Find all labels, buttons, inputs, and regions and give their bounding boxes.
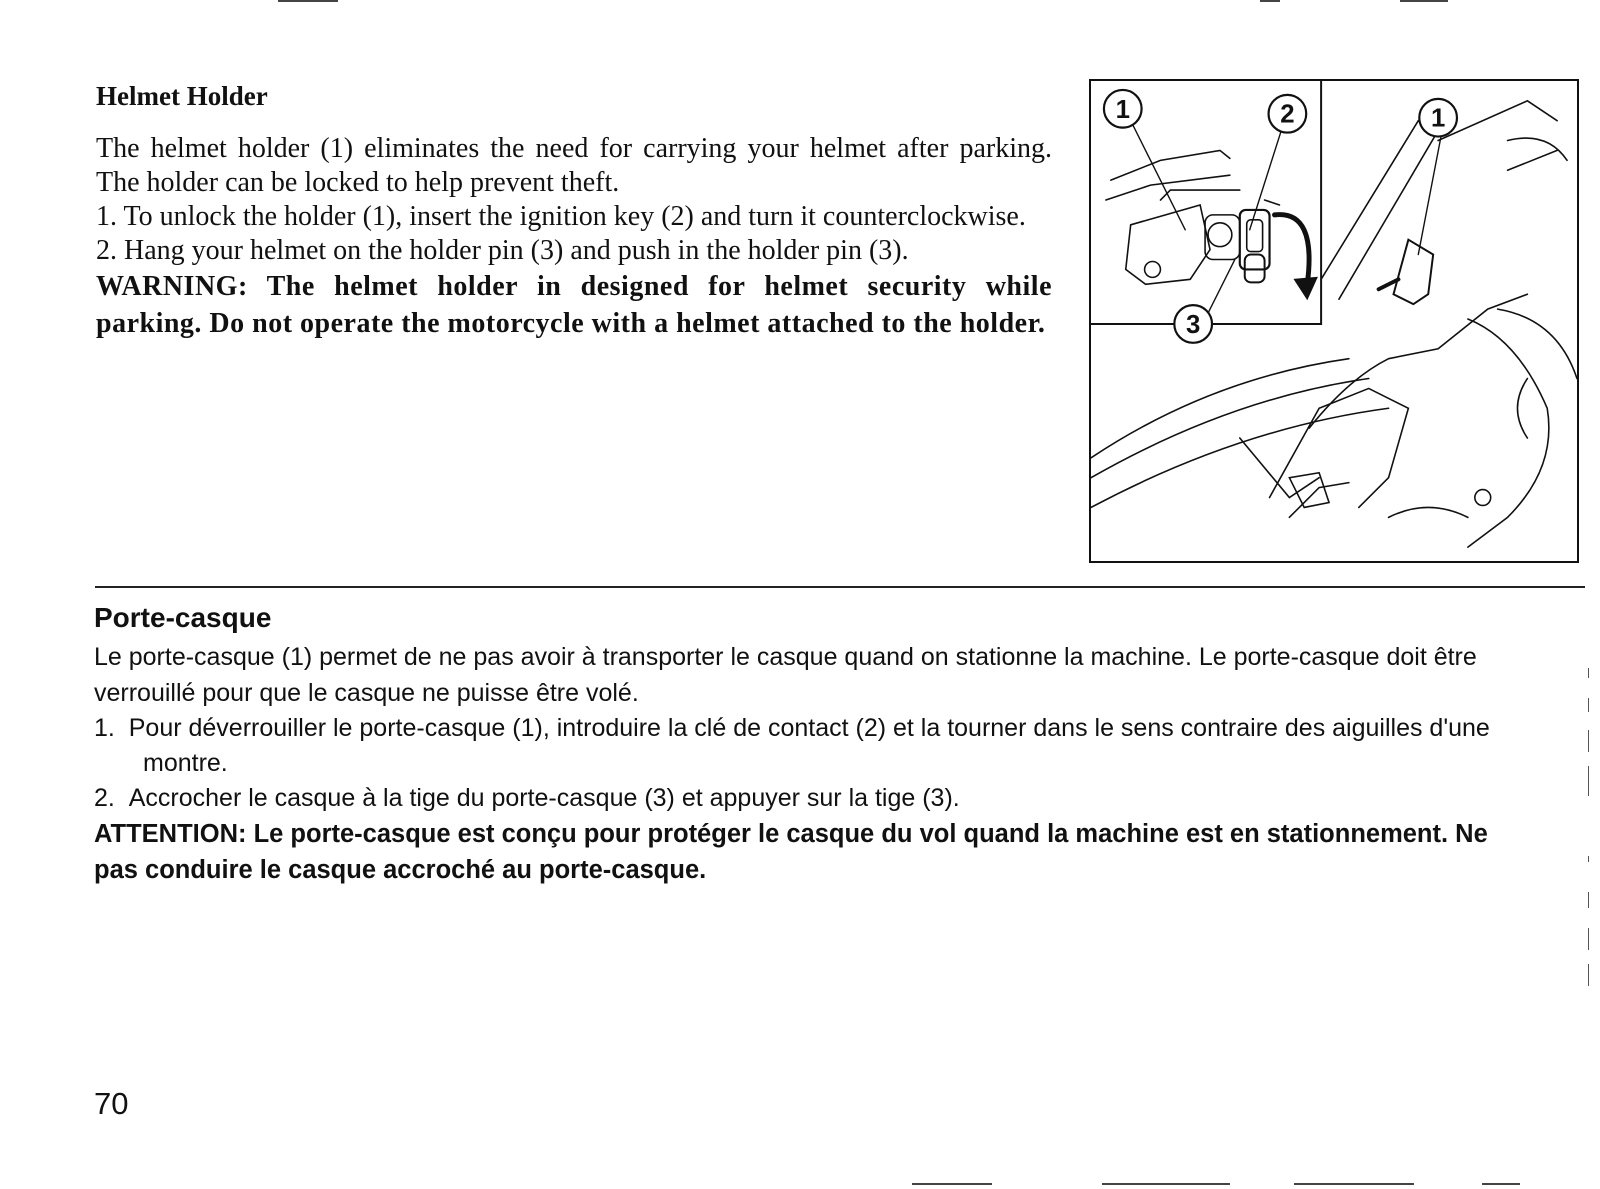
french-warning: ATTENTION: Le porte-casque est conçu pour protéger le casque du vol quand la machine est en stationnement. Ne pas conduire le casque accroché au porte-casque. <box>94 820 1488 884</box>
english-intro: The helmet holder (1) eliminates the need for carrying your helmet after parking. The holder can be locked to help prevent theft. <box>96 133 1052 199</box>
english-step-1: 1. To unlock the holder (1), insert the ignition key (2) and turn it counterclockwise. <box>96 201 1026 233</box>
english-step-2: 2. Hang your helmet on the holder pin (3) and push in the holder pin (3). <box>96 235 909 267</box>
english-warning: WARNING: The helmet holder in designed for helmet security while parking. Do not operate the motorcycle with a helmet attached to the holder. <box>96 271 1052 340</box>
section-divider <box>95 586 1585 588</box>
french-steps <box>94 711 1534 816</box>
english-title: Helmet Holder <box>96 81 268 111</box>
helmet-holder-illustration <box>1089 79 1579 563</box>
french-title: Porte-casque <box>94 602 272 633</box>
bottom-edge-marks <box>0 1183 1600 1186</box>
french-section <box>94 600 1534 888</box>
english-steps <box>96 200 1052 268</box>
callout-2-label: 2 <box>1280 100 1295 129</box>
page-number: 70 <box>94 1086 129 1121</box>
callout-1-inset-label: 1 <box>1115 95 1130 124</box>
french-step-1: 1. Pour déverrouiller le porte-casque (1), introduire la clé de contact (2) et la tourner dans le sens contraire des aiguilles d'une montre. <box>94 714 1490 777</box>
french-intro: Le porte-casque (1) permet de ne pas avoir à transporter le casque quand on stationne la machine. Le porte-casque doit être verrouillé pour que le casque ne puisse être volé. <box>94 643 1477 707</box>
callout-1-main-label: 1 <box>1430 104 1446 133</box>
right-edge-marks <box>1586 668 1590 1008</box>
illustration-drawing <box>1091 81 1577 561</box>
french-step-2: 2. Accrocher le casque à la tige du porte-casque (3) et appuyer sur la tige (3). <box>94 784 960 812</box>
callout-3-label: 3 <box>1186 310 1201 339</box>
english-section <box>96 80 1052 342</box>
